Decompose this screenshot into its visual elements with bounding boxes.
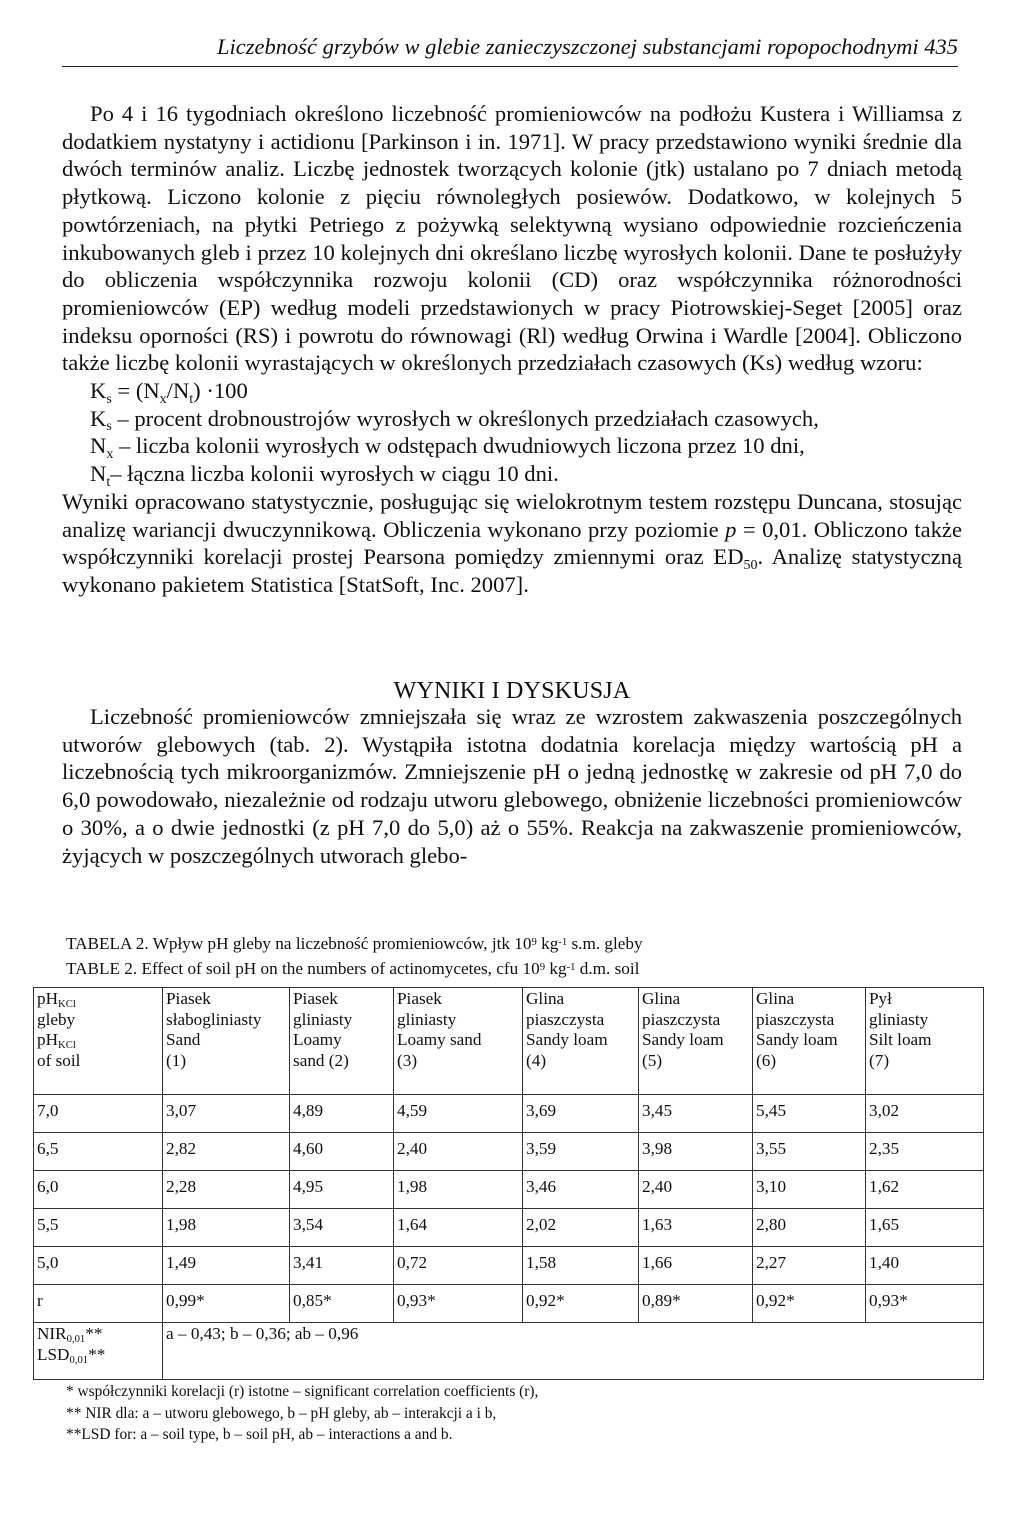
nir-value-cell: a – 0,43; b – 0,36; ab – 0,96: [163, 1323, 984, 1380]
header-soil-1: Piasek słabogliniasty Sand (1): [163, 988, 290, 1095]
table-cell: 0,89*: [639, 1285, 753, 1323]
table-cell: 1,40: [866, 1247, 984, 1285]
methods-section: [62, 100, 962, 599]
table-cell: 4,59: [394, 1095, 523, 1133]
table-cell: 2,82: [163, 1133, 290, 1171]
table-row: [34, 1133, 984, 1171]
caption-english: TABLE 2. Effect of soil pH on the numbers of actinomycetes, cfu $10^9$ $kg^{-1}$ d.m. soil: [66, 959, 640, 978]
formula-ks: Ks = (Nx/Nt) ·100: [90, 378, 248, 407]
methods-paragraph: Po 4 i 16 tygodniach określono liczebność promieniowców na podłożu Kustera i Williamsa z dodatkiem nystatyny i actidionu [Parkinson i in. 1971]. W pracy przedstawiono wyniki średnie dla dwóch terminów analiz. Liczbę jednostek tworzących kolonie (jtk) ustalano po 7 dniach metodą płytkową. Liczono kolonie z pięciu równoległych posiewów. Dodatkowo, w kolejnych 5 powtórzeniach, na płytki Petriego z pożywką selektywną wysiano odpowiednie rozcieńczenia inkubowanych gleb i przez 10 kolejnych dni określano liczbę wyrosłych kolonii. Dane te posłużyły do obliczenia współczynnika rozwoju kolonii (CD) oraz współczynnika różnorodności promieniowców (EP) według modeli przedstawionych w pracy Piotrowskiej-Seget [2005] oraz indeksu oporności (RS) i powrotu do równowagi (Rl) według Orwina i Wardle [2004]. Obliczono także liczbę kolonii wyrastających w określonych przedziałach czasowych (Ks) według wzoru:: [62, 101, 962, 376]
table-cell: 2,40: [394, 1133, 523, 1171]
header-soil-3: Piasek gliniasty Loamy sand (3): [394, 988, 523, 1095]
table-cell: 1,63: [639, 1209, 753, 1247]
table-cell: 0,93*: [866, 1285, 984, 1323]
table-cell: 0,92*: [523, 1285, 639, 1323]
table-cell: 1,62: [866, 1171, 984, 1209]
table-cell: 2,27: [753, 1247, 866, 1285]
table-cell: 5,45: [753, 1095, 866, 1133]
table-row: [34, 1209, 984, 1247]
table-cell: 1,65: [866, 1209, 984, 1247]
table-cell: 0,99*: [163, 1285, 290, 1323]
table-cell: 3,07: [163, 1095, 290, 1133]
table-cell: 1,58: [523, 1247, 639, 1285]
table-row-correlation: [34, 1285, 984, 1323]
footnote: **LSD for: a – soil type, b – soil pH, ab – interactions a and b.: [66, 1426, 453, 1443]
header-soil-5: Glina piaszczysta Sandy loam (5): [639, 988, 753, 1095]
results-paragraph: Liczebność promieniowców zmniejszała się wraz ze wzrostem zakwaszenia poszczególnych utworów glebowych (tab. 2). Wystąpiła istotna dodatnia korelacja między wartością pH a liczebnością tych mikroorganizmów. Zmniejszenie pH o jedną jednostkę w zakresie od pH 7,0 do 6,0 powodowało, niezależnie od rodzaju utworu glebowego, obniżenie liczebności promieniowców o 30%, a o dwie jednostki (z pH 7,0 do 5,0) aż o 55%. Reakcja na zakwaszenie promieniowców, żyjących w poszczególnych utworach glebo-: [62, 704, 962, 868]
header-ph: pHKCl gleby pHKCl of soil: [34, 988, 163, 1095]
header-soil-7: Pył gliniasty Silt loam (7): [866, 988, 984, 1095]
table-cell: 6,0: [34, 1171, 163, 1209]
footnote: * współczynniki korelacji (r) istotne – significant correlation coefficients (r),: [66, 1383, 539, 1400]
footnote: ** NIR dla: a – utworu glebowego, b – pH gleby, ab – interakcji a i b,: [66, 1404, 497, 1422]
table-cell: 3,46: [523, 1171, 639, 1209]
caption-polish: TABELA 2. Wpływ pH gleby na liczebność promieniowców, jtk $10^9$ $kg^{-1}$ s.m. gleby: [66, 934, 643, 953]
table-cell: 1,64: [394, 1209, 523, 1247]
table-row: [34, 1095, 984, 1133]
table-cell: 1,98: [163, 1209, 290, 1247]
results-section: [62, 703, 962, 869]
header-soil-6: Glina piaszczysta Sandy loam (6): [753, 988, 866, 1095]
table-cell: 2,35: [866, 1133, 984, 1171]
table-cell: 4,89: [290, 1095, 394, 1133]
table-cell: 2,40: [639, 1171, 753, 1209]
table-cell: 3,02: [866, 1095, 984, 1133]
running-head: Liczebność grzybów w glebie zanieczyszczonej substancjami ropopochodnymi 435: [62, 34, 958, 67]
table-cell: 5,5: [34, 1209, 163, 1247]
table-cell: 6,5: [34, 1133, 163, 1171]
table-cell: r: [34, 1285, 163, 1323]
table-cell: 1,66: [639, 1247, 753, 1285]
table-cell: 0,92*: [753, 1285, 866, 1323]
table-cell: 3,10: [753, 1171, 866, 1209]
section-heading: WYNIKI I DYSKUSJA: [393, 678, 631, 704]
table-cell: 0,72: [394, 1247, 523, 1285]
table-row: [34, 1171, 984, 1209]
legend-ks: Ks – procent drobnoustrojów wyrosłych w określonych przedziałach czasowych,: [90, 405, 819, 435]
table-cell: 3,69: [523, 1095, 639, 1133]
table-cell: 5,0: [34, 1247, 163, 1285]
table-footnotes: [66, 1381, 966, 1446]
table-cell: 0,93*: [394, 1285, 523, 1323]
statistics-paragraph: Wyniki opracowano statystycznie, posługując się wielokrotnym testem rozstępu Duncana, stosując analizę wariancji dwuczynnikową. Obliczenia wykonano przy poziomie p = 0,01. Obliczono także współczynniki korelacji prostej Pearsona pomiędzy zmiennymi oraz ED50. Analizę statystyczną wykonano pakietem Statistica [StatSoft, Inc. 2007].: [62, 488, 962, 597]
table-cell: 4,95: [290, 1171, 394, 1209]
table-cell: 3,54: [290, 1209, 394, 1247]
table-cell: 7,0: [34, 1095, 163, 1133]
table-cell: 3,98: [639, 1133, 753, 1171]
table-cell: 3,59: [523, 1133, 639, 1171]
table-caption: [66, 931, 966, 981]
table-cell: 3,45: [639, 1095, 753, 1133]
table-row-nir: [34, 1323, 984, 1380]
legend-nt: Nt– łączna liczba kolonii wyrosłych w ciągu 10 dni.: [90, 461, 559, 490]
table-header-row: [34, 988, 984, 1095]
table-cell: 0,85*: [290, 1285, 394, 1323]
table-row: [34, 1247, 984, 1285]
legend-nx: Nx – liczba kolonii wyrosłych w odstępach dwudniowych liczona przez 10 dni,: [90, 433, 805, 462]
table-cell: 2,02: [523, 1209, 639, 1247]
table-cell: 2,28: [163, 1171, 290, 1209]
table-cell: 2,80: [753, 1209, 866, 1247]
table-cell: 3,41: [290, 1247, 394, 1285]
data-table: [33, 987, 984, 1380]
table-cell: 1,49: [163, 1247, 290, 1285]
nir-label-cell: NIR0,01** LSD0,01**: [34, 1323, 163, 1380]
header-soil-2: Piasek gliniasty Loamy sand (2): [290, 988, 394, 1095]
table-cell: 4,60: [290, 1133, 394, 1171]
table-cell: 1,98: [394, 1171, 523, 1209]
table-cell: 3,55: [753, 1133, 866, 1171]
header-soil-4: Glina piaszczysta Sandy loam (4): [523, 988, 639, 1095]
